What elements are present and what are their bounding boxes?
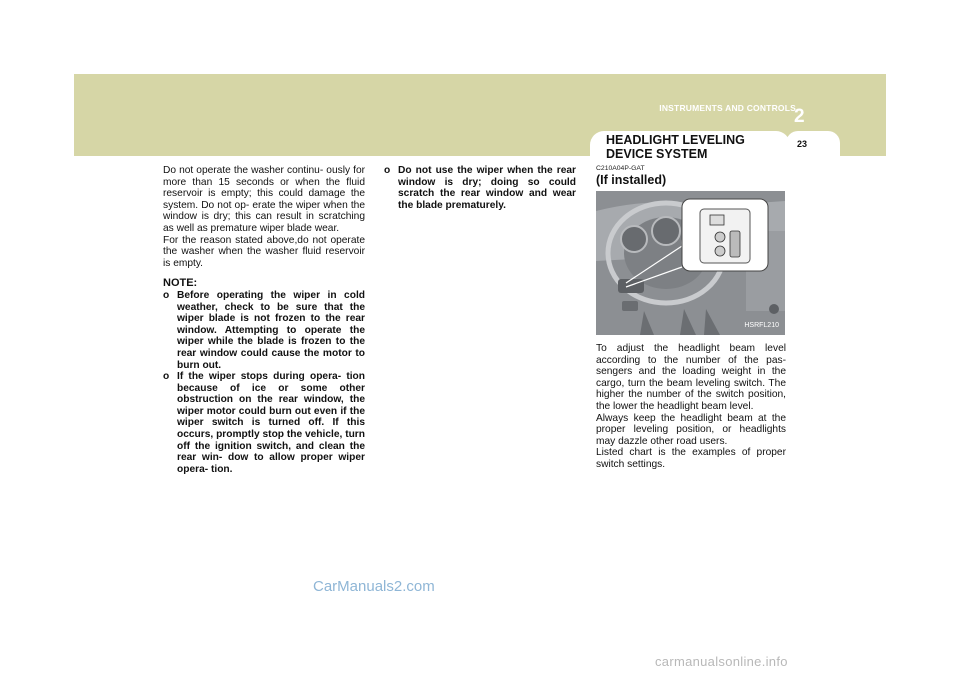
watermark-footer[interactable]: carmanualsonline.info bbox=[655, 654, 788, 669]
bullet-mark: o bbox=[384, 165, 391, 176]
leveling-paragraph-3: Listed chart is the examples of proper switch settings. bbox=[596, 447, 786, 470]
middle-column bbox=[384, 165, 576, 211]
page-title-line2: DEVICE SYSTEM bbox=[606, 147, 708, 161]
page-title-line1: HEADLIGHT LEVELING bbox=[606, 133, 745, 147]
right-column bbox=[596, 165, 786, 471]
section-subtitle: (If installed) bbox=[596, 173, 667, 187]
page-number-tab bbox=[786, 131, 840, 161]
watermark-link[interactable]: CarManuals2.com bbox=[313, 578, 435, 595]
chapter-number: 2 bbox=[794, 106, 805, 127]
washer-paragraph-2: For the reason stated above,do not operate the washer when the washer fluid reservoir is empty. bbox=[163, 234, 365, 269]
section-label: INSTRUMENTS AND CONTROLS bbox=[659, 103, 796, 113]
left-column bbox=[163, 165, 365, 475]
page-number: 23 bbox=[797, 139, 808, 149]
washer-paragraph: Do not operate the washer continu- ously for more than 15 seconds or when the fluid reservoir is empty; this could damage the system. Do not op- erate the wiper when the window is dry; this can result in scratching as well as premature wiper blade wear. bbox=[163, 165, 365, 234]
section-code: C210A04P-GAT bbox=[596, 165, 645, 172]
dashboard-figure bbox=[596, 191, 785, 335]
bullet-text: Do not use the wiper when the rear window is dry; doing so could scratch the rear window and wear the blade prematurely. bbox=[398, 165, 576, 211]
leveling-paragraph-1: To adjust the headlight beam level according to the number of the pas- sengers and the loading weight in the cargo, turn the beam leveling switch. The higher the number of the switch position, the lower the headlight beam level. bbox=[596, 343, 786, 412]
leveling-paragraph-2: Always keep the headlight beam at the proper leveling position, or headlights may dazzle other road users. bbox=[596, 412, 786, 447]
bullet-text: If the wiper stops during opera- tion because of ice or some other obstruction on the rear window, the wiper motor could burn out even if the wiper switch is turned off. If this occurs, promptly stop the vehicle, turn off the ignition switch, and clean the rear win- dow to allow proper wiper opera- tion. bbox=[177, 371, 365, 475]
dashboard-illustration bbox=[596, 191, 785, 335]
bullet-mark: o bbox=[163, 289, 170, 301]
note-heading: NOTE: bbox=[163, 277, 198, 290]
warning-bullet bbox=[384, 165, 576, 211]
page-title bbox=[606, 133, 796, 161]
figure-label: HSRFL210 bbox=[744, 322, 779, 330]
note-bullet-2 bbox=[163, 371, 365, 475]
bullet-mark: o bbox=[163, 371, 170, 383]
note-bullet-1 bbox=[163, 290, 365, 371]
bullet-text: Before operating the wiper in cold weather, check to be sure that the wiper blade is not frozen to the rear window. Attempting to operate the wiper while the blade is frozen to the rear window could cause the motor to burn out. bbox=[177, 289, 365, 371]
